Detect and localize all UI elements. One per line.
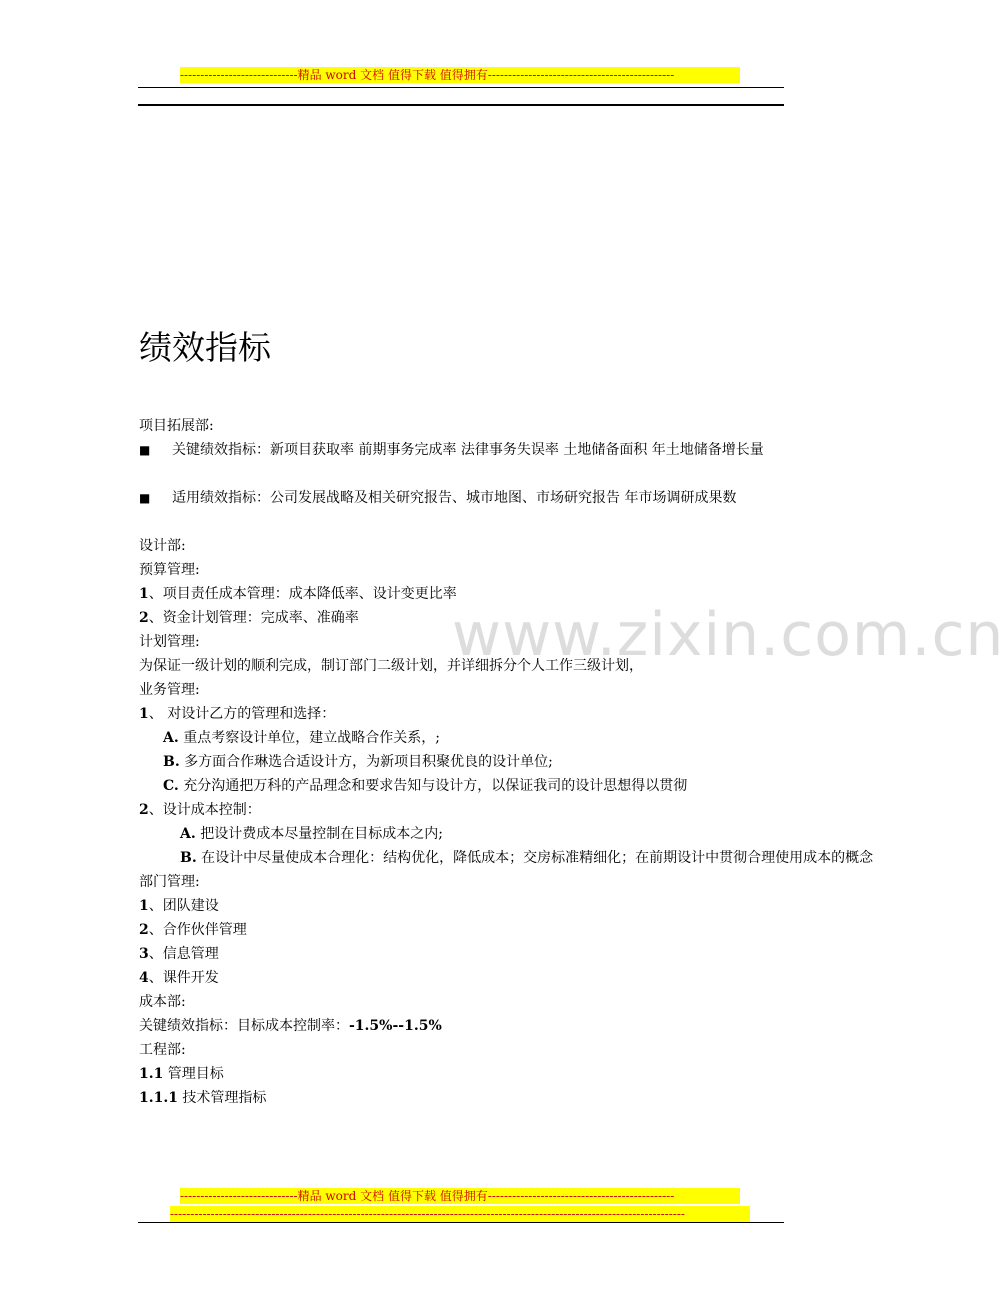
square-bullet-icon: ■ <box>139 443 151 457</box>
document-body <box>139 414 874 1110</box>
section-heading-gongcheng: 工程部: <box>139 1042 186 1058</box>
list-item: 2、合作伙伴管理 <box>139 922 247 938</box>
list-item: 3、信息管理 <box>139 946 219 962</box>
bullet-text: 适用绩效指标：公司发展战略及相关研究报告、城市地图、市场研究报告 年市场调研成果数 <box>172 490 737 506</box>
bullet-item <box>139 486 784 510</box>
footer-banner: -----------------------------精品 word 文档 值得下载 值得拥有---------------------------------------------- <box>180 1188 740 1204</box>
subheading-dept: 部门管理: <box>139 874 200 890</box>
list-item: 2、设计成本控制： <box>139 802 261 818</box>
numbered-heading: 1.1 管理目标 <box>139 1066 224 1082</box>
section-heading-chengben: 成本部: <box>139 994 186 1010</box>
plan-text: 为保证一级计划的顺利完成，制订部门二级计划，并详细拆分个人工作三级计划， <box>139 658 643 674</box>
kpi-value: -1.5%--1.5% <box>349 1018 442 1034</box>
subheading-budget: 预算管理: <box>139 562 200 578</box>
list-item: 1、 对设计乙方的管理和选择： <box>139 706 336 722</box>
footer-rule <box>138 1222 784 1223</box>
list-item: 1、项目责任成本管理：成本降低率、设计变更比率 <box>139 586 457 602</box>
bullet-text: 关键绩效指标：新项目获取率 前期事务完成率 法律事务失误率 土地储备面积 年土地储备增长量 <box>172 442 764 458</box>
sub-list-item: B. 多方面合作琳选合适设计方，为新项目积聚优良的设计单位; <box>163 754 553 770</box>
sub-list-item: A. 重点考察设计单位，建立战略合作关系，; <box>163 730 440 746</box>
section-heading-xiangmu: 项目拓展部: <box>139 418 214 434</box>
subheading-plan: 计划管理: <box>139 634 200 650</box>
numbered-heading: 1.1.1 技术管理指标 <box>139 1090 267 1106</box>
header-rule-thin <box>138 87 784 88</box>
list-item: 2、资金计划管理：完成率、准确率 <box>139 610 359 626</box>
square-bullet-icon: ■ <box>139 491 151 505</box>
list-item: 4、课件开发 <box>139 970 219 986</box>
kpi-line: 关键绩效指标：目标成本控制率：-1.5%--1.5% <box>139 1018 442 1034</box>
subheading-business: 业务管理: <box>139 682 200 698</box>
page-title: 绩效指标 <box>139 328 271 367</box>
sub-list-item: B. 在设计中尽量使成本合理化：结构优化，降低成本；交房标准精细化；在前期设计中贯彻合理使用成本的概念 <box>180 850 874 866</box>
header-banner: -----------------------------精品 word 文档 值得下载 值得拥有---------------------------------------------- <box>180 67 740 83</box>
section-heading-sheji: 设计部: <box>139 538 186 554</box>
sub-list-item: A. 把设计费成本尽量控制在目标成本之内; <box>180 826 443 842</box>
bullet-item <box>139 438 784 462</box>
sub-list-item: C. 充分沟通把万科的产品理念和要求告知与设计方，以保证我司的设计思想得以贯彻 <box>163 778 688 794</box>
list-item: 1、团队建设 <box>139 898 219 914</box>
header-rule-thick <box>138 104 784 106</box>
footer-banner-dashes: ------------------------------------------------------------------------------------------------------------------------------- <box>170 1206 750 1222</box>
watermark: www.zixin.com.cn <box>452 600 1004 670</box>
